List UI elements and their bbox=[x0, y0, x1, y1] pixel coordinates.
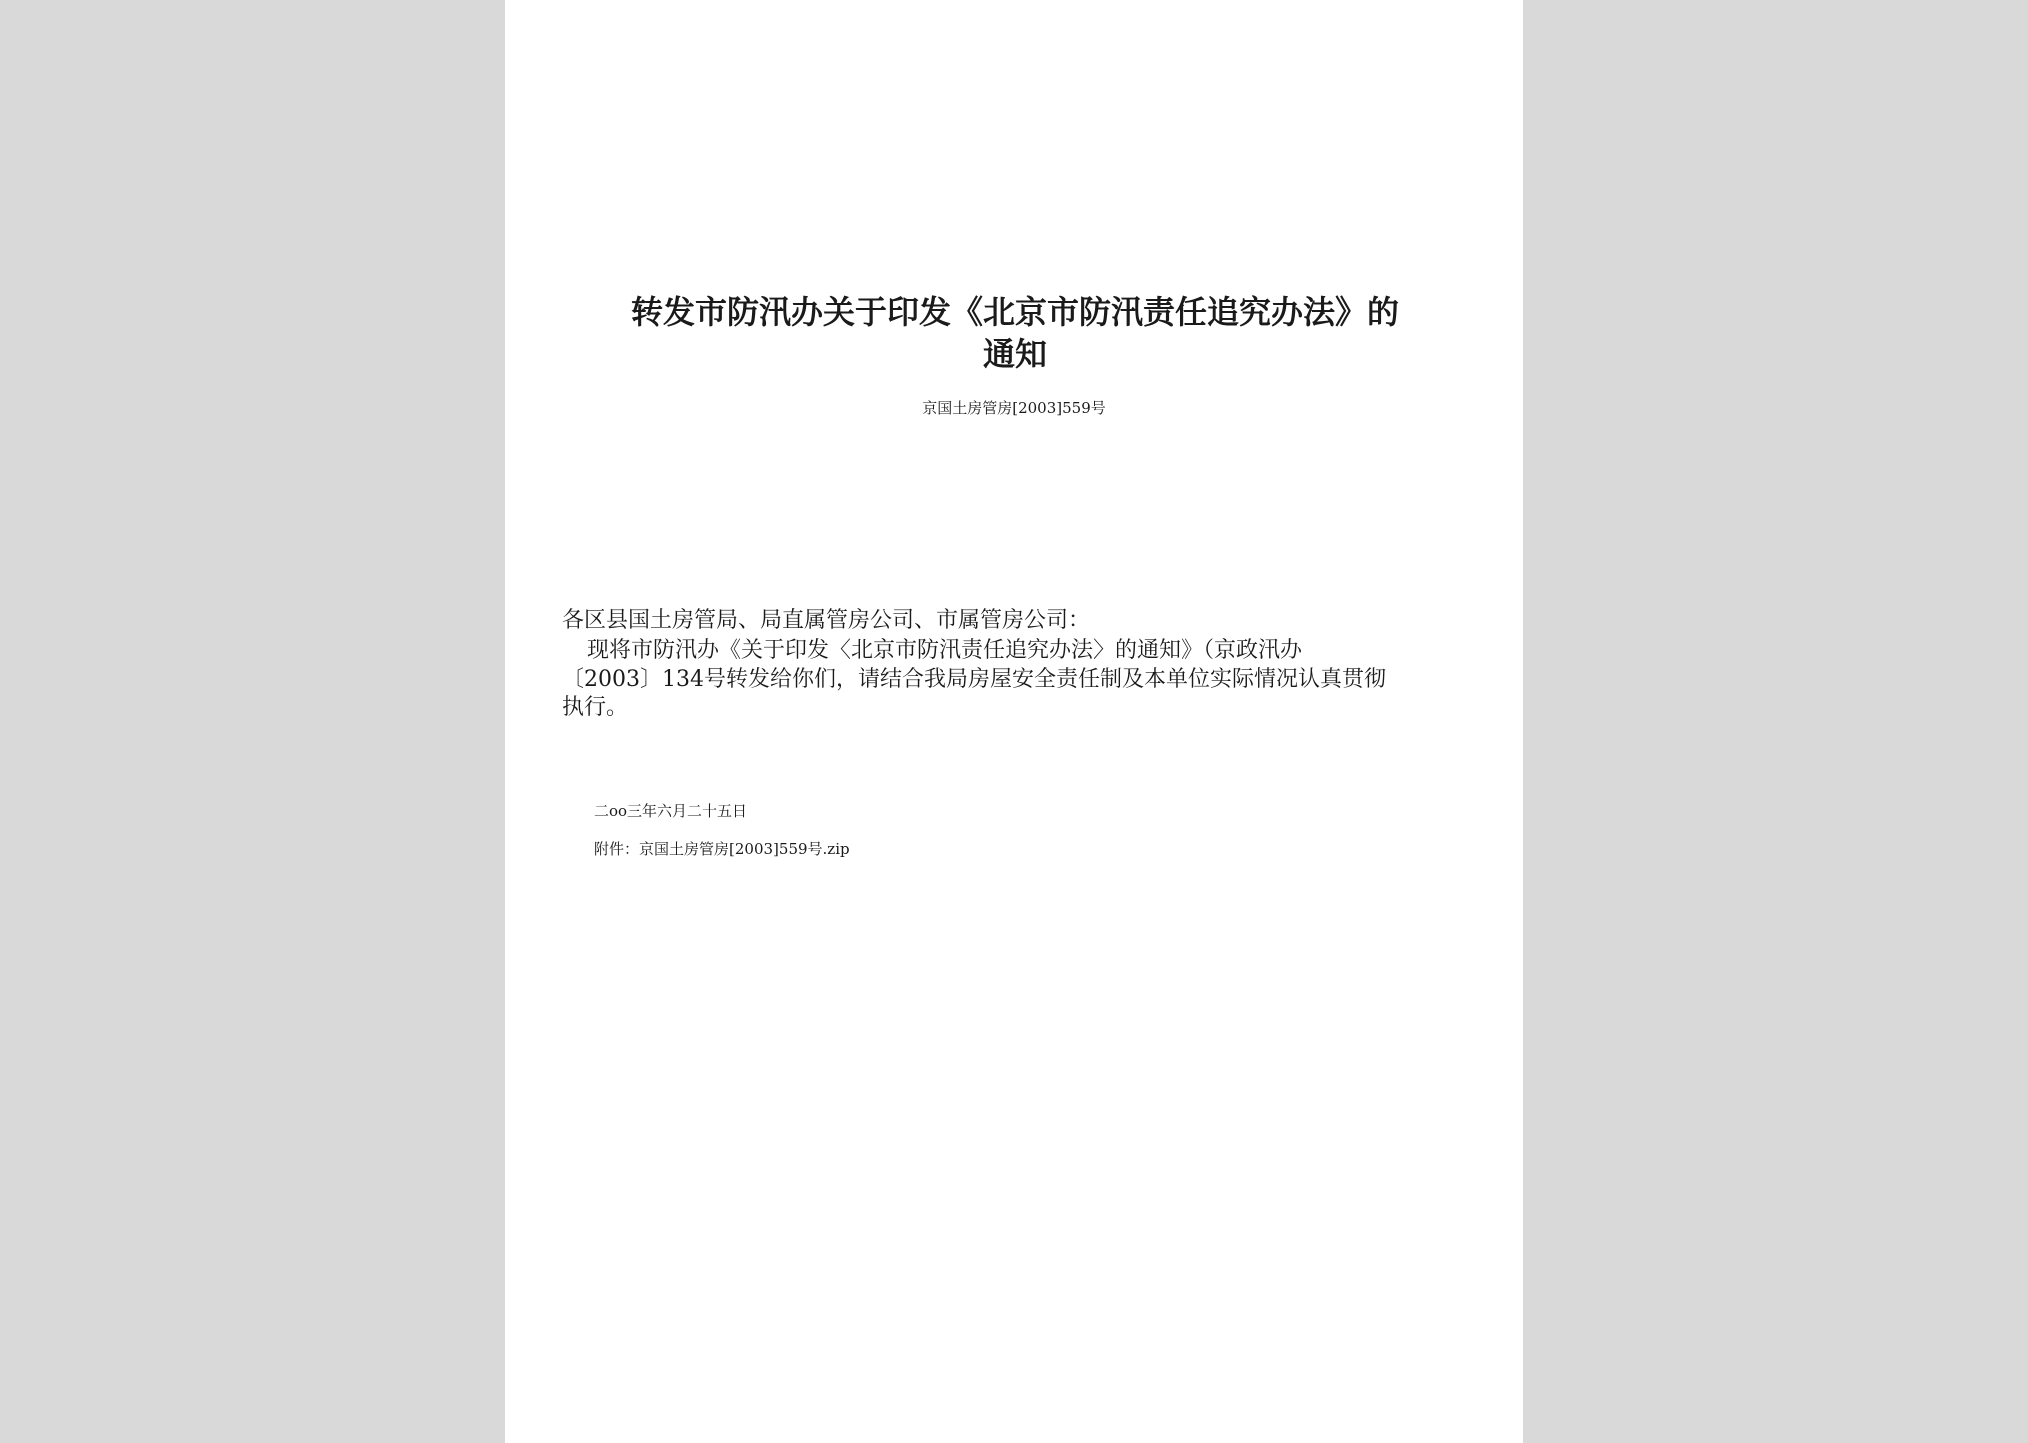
document-title-line-1: 转发市防汛办关于印发《北京市防汛责任追究办法》的 bbox=[630, 293, 1399, 331]
document-date: 二oo三年六月二十五日 bbox=[594, 802, 748, 820]
body-paragraph-line-2: 〔2003〕134号转发给你们，请结合我局房屋安全责任制及本单位实际情况认真贯彻 bbox=[562, 667, 1386, 692]
attachment-line bbox=[594, 839, 850, 859]
attachment-file-link[interactable]: 京国土房管房[2003]559号.zip bbox=[639, 840, 850, 858]
body-paragraph-line-3: 执行。 bbox=[562, 695, 629, 720]
attachment-label: 附件： bbox=[594, 840, 640, 858]
addressee-line: 各区县国土房管局、局直属管房公司、市属管房公司： bbox=[562, 608, 1091, 633]
body-paragraph-line-1: 现将市防汛办《关于印发〈北京市防汛责任追究办法〉的通知》（京政汛办 bbox=[587, 638, 1303, 663]
document-number: 京国土房管房[2003]559号 bbox=[922, 399, 1106, 417]
document-page bbox=[505, 0, 1523, 1443]
document-title-line-2: 通知 bbox=[982, 335, 1047, 373]
